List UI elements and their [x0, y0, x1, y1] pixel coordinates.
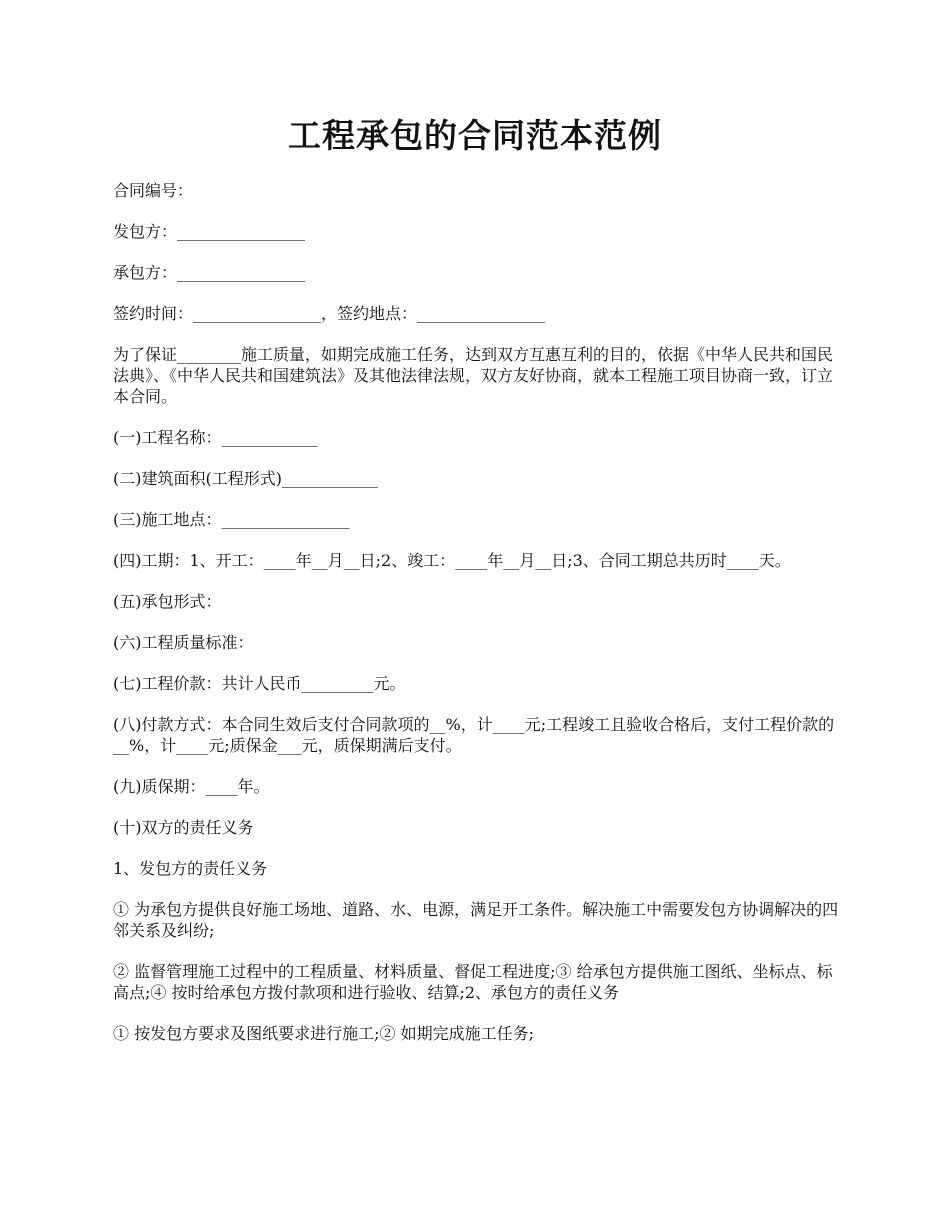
contractor-duties: ① 按发包方要求及图纸要求进行施工;② 如期完成施工任务; [113, 1024, 534, 1043]
signing-time-place-line: 签约时间：________________，签约地点：________________ [113, 304, 546, 323]
clause-construction-site: (三)施工地点：________________ [113, 510, 350, 529]
clause-project-price: (七)工程价款：共计人民币_________元。 [113, 674, 406, 693]
document-body [113, 180, 841, 1064]
clause-warranty-period: (九)质保期：____年。 [113, 777, 270, 796]
employer-responsibilities-heading: 1、发包方的责任义务 [113, 859, 268, 878]
clause-contract-form: (五)承包形式： [113, 592, 222, 611]
employer-line: 发包方：________________ [113, 222, 306, 241]
clause-payment-method: (八)付款方式：本合同生效后支付合同款项的__%，计____元;工程竣工且验收合格后，支付工程价款的__%，计____元;质保金___元，质保期满后支付。 [113, 715, 835, 755]
contract-number-line: 合同编号： [113, 181, 194, 200]
clause-quality-standard: (六)工程质量标准： [113, 633, 254, 652]
clause-schedule: (四)工期：1、开工：____年__月__日;2、竣工：____年__月__日;3、合同工期总共历时____天。 [113, 551, 791, 570]
employer-duties-2-4: ② 监督管理施工过程中的工程质量、材料质量、督促工程进度;③ 给承包方提供施工图纸、坐标点、标高点;④ 按时给承包方拨付款项和进行验收、结算;2、承包方的责任义务 [113, 962, 833, 1002]
document-title: 工程承包的合同范本范例 [288, 116, 662, 155]
clause-project-name: (一)工程名称：____________ [113, 428, 318, 447]
clause-building-area: (二)建筑面积(工程形式)____________ [113, 469, 378, 488]
preamble-paragraph: 为了保证________施工质量，如期完成施工任务，达到双方互惠互利的目的，依据《中华人民共和国民法典》、《中华人民共和国建筑法》及其他法律法规，双方友好协商，就本工程施工项目协商一致，订立本合同。 [113, 345, 834, 406]
clause-responsibilities-heading: (十)双方的责任义务 [113, 818, 254, 837]
contractor-line: 承包方：________________ [113, 263, 306, 282]
employer-duty-1: ① 为承包方提供良好施工场地、道路、水、电源，满足开工条件。解决施工中需要发包方协调解决的四邻关系及纠纷; [113, 900, 839, 940]
